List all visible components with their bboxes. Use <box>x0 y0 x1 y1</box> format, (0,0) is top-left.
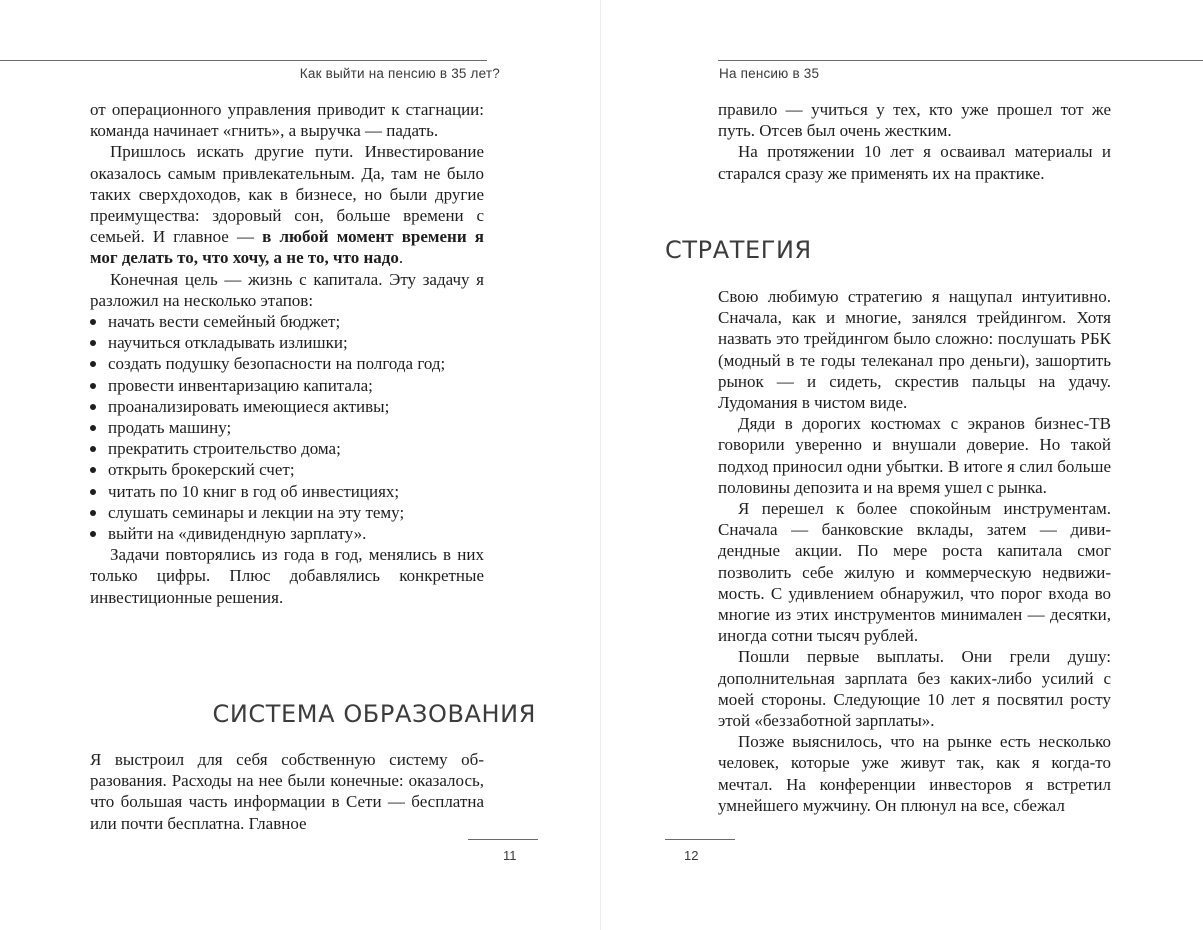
body-text-bottom <box>90 749 484 834</box>
list-item: слушать семинары и лекции на эту тему; <box>90 502 484 523</box>
list-item: создать подушку безопасности на полгода год; <box>90 353 484 374</box>
bullet-icon <box>90 361 96 367</box>
footer-rule <box>468 839 538 840</box>
paragraph: Я перешел к более спокойным инструментам. Сначала — банковские вклады, затем — дивидендные акции. По мере роста капитала смог позволить себе жилую и коммерческую недвижимость. С удивлением обнаружил, что порог входа во многие из этих инструментов минимален — десятки, иногда сотни тысяч рублей. <box>718 499 1111 646</box>
body-text-top <box>718 99 1111 184</box>
section-heading: СИСТЕМА ОБРАЗОВАНИЯ <box>212 700 536 728</box>
list-item: выйти на «дивидендную зарплату». <box>90 523 484 544</box>
bullet-list <box>90 311 484 544</box>
body-text-main <box>718 286 1111 816</box>
paragraph: Конечная цель — жизнь с капитала. Эту задачу я разложил на несколько этапов: <box>90 269 484 310</box>
bullet-icon <box>90 425 96 431</box>
paragraph-text: Пришлось искать другие пути. Инвестирование оказалось самым привлекательным. Да, там не было таких сверхдоходов, как в бизнесе, но были другие преимущества: здоровый сон, больше времени с семьей. И главное — <box>90 142 484 247</box>
list-item: проанализировать имеющиеся активы; <box>90 396 484 417</box>
list-item: научиться откладывать излишки; <box>90 332 484 353</box>
section-heading: СТРАТЕГИЯ <box>665 236 812 264</box>
list-item: начать вести семейный бюджет; <box>90 311 484 332</box>
bullet-icon <box>90 446 96 452</box>
header-rule <box>718 60 1203 61</box>
list-item: открыть брокерский счет; <box>90 459 484 480</box>
bullet-icon <box>90 404 96 410</box>
page-number: 12 <box>684 848 699 863</box>
header-rule <box>0 60 487 61</box>
bold-emphasis: в любой момент времени я мог делать то, что хочу, а не то, что надо <box>90 227 484 268</box>
paragraph: Пошли первые выплаты. Они грели душу: дополнительная зарплата без каких-либо усилий с моей стороны. Следующие 10 лет я посвятил росту этой «беззаботной зарплаты». <box>718 647 1111 731</box>
bullet-icon <box>90 531 96 537</box>
paragraph: Я выстроил для себя собственную систему образования. Расходы на нее были конечные: оказалось, что большая часть информации в Сети — бесплатна или почти бесплатна. Главное <box>90 750 484 833</box>
bullet-icon <box>90 319 96 325</box>
left-page <box>0 0 600 930</box>
paragraph: правило — учиться у тех, кто уже прошел тот же путь. Отсев был очень жестким. <box>718 100 1111 141</box>
bullet-icon <box>90 383 96 389</box>
running-head: Как выйти на пенсию в 35 лет? <box>299 66 500 81</box>
bullet-icon <box>90 467 96 473</box>
paragraph: Свою любимую стратегию я нащупал интуитивно. Сначала, как и многие, занялся трейдингом. Хотя назвать это трейдингом было сложно: послушать РБК (модный в те годы телеканал про деньги), зашортить рынок — и сидеть, скрестив пальцы на удачу. Лудомания в чистом виде. <box>718 287 1111 413</box>
list-item: продать машину; <box>90 417 484 438</box>
bullet-icon <box>90 489 96 495</box>
body-text-top <box>90 99 484 608</box>
bullet-icon <box>90 510 96 516</box>
running-head: На пенсию в 35 <box>719 66 820 81</box>
paragraph: от операционного управления приводит к стагнации: команда начинает «гнить», а выручка — падать. <box>90 100 484 141</box>
bullet-icon <box>90 340 96 346</box>
paragraph: На протяжении 10 лет я осваивал материалы и старался сразу же применять их на практике. <box>718 142 1111 183</box>
footer-rule <box>665 839 735 840</box>
paragraph: Задачи повторялись из года в год, менялись в них только цифры. Плюс добавлялись конкретные инвестиционные решения. <box>90 545 484 607</box>
paragraph-with-bold <box>90 141 484 268</box>
list-item: провести инвентаризацию капитала; <box>90 375 484 396</box>
page-number: 11 <box>503 848 517 863</box>
paragraph: Дяди в дорогих костюмах с экранов бизнес-ТВ говорили уверенно и внушали доверие. Но такой подход приносил одни убытки. В итоге я слил больше половины депозита и на время ушел с рынка. <box>718 414 1111 497</box>
paragraph-text-end: . <box>398 248 404 268</box>
list-item: прекратить строительство дома; <box>90 438 484 459</box>
right-page <box>601 0 1203 930</box>
list-item: читать по 10 книг в год об инвестициях; <box>90 481 484 502</box>
paragraph: Позже выяснилось, что на рынке есть несколько человек, которые уже живут так, как я когда-то мечтал. На конференции инвесторов я встретил умнейшего мужчину. Он плюнул на все, сбежал <box>718 732 1111 815</box>
